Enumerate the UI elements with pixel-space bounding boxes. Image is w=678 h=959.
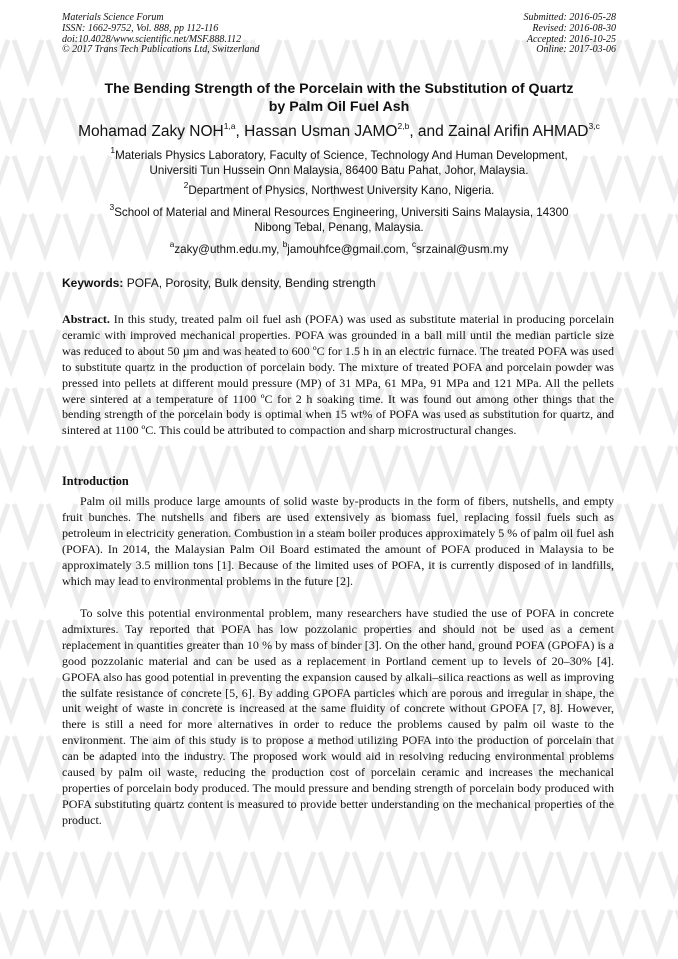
dates-header — [524, 13, 617, 56]
author-affiliation-sup: 1,a — [223, 120, 236, 131]
author-affiliation-sup: 2,b — [397, 120, 410, 131]
affiliation-text: Department of Physics, Northwest University Kano, Nigeria. — [188, 184, 495, 197]
author-separator: , and — [409, 123, 449, 140]
author-name: Mohamad Zaky NOH — [78, 123, 224, 140]
affiliation-1 — [50, 145, 628, 179]
abstract — [62, 312, 614, 439]
doi: doi:10.4028/www.scientific.net/MSF.888.112 — [62, 33, 242, 45]
submitted-date: Submitted: 2016-05-28 — [523, 12, 616, 23]
introduction-paragraph-2: To solve this potential environmental problem, many researchers have studied the use of POFA in concrete admixtures. Tay reported that POFA has low pozzolanic properties and should not be used as a cement replacement in quantities greater than 10 % by mass of binder [3]. On the other hand, ground POFA (GPOFA) is a good pozzolanic material and can be used as a replacement in Portland cement up to levels of 20–30% [4]. GPOFA also has good potential in preventing the expansion caused by alkali–silica reactions as well as improving the sulfate resistance of concrete [5, 6]. By adding GPOFA particles which are porous and irregular in shape, the unit weight of waste in concrete is increased at the same fluidity of concrete without GPOFA [7, 8]. However, there is still a need for more alternatives in order to reduce the problems caused by palm oil waste to the environment. The aim of this study is to propose a method utilizing POFA into the production of porcelain that can be adapted into the industry. The proposed work would aid in resolving reducing environmental problems caused by palm oil waste, reducing the production cost of porcelain ceramic and increases the mechanical properties of porcelain body produced. The mould pressure and bending strength of porcelain body produced with POFA substituting quartz content is measured to provide better understanding on the mechanical properties of the product. — [62, 606, 614, 827]
journal-info-header — [62, 13, 260, 56]
title-line-2: by Palm Oil Fuel Ash — [268, 99, 410, 115]
affiliation-3 — [50, 202, 628, 236]
affiliation-text: Universiti Tun Hussein Onn Malaysia, 86400 Batu Pahat, Johor, Malaysia. — [149, 163, 529, 177]
affiliation-number: 3 — [109, 202, 115, 213]
journal-name: Materials Science Forum — [62, 12, 164, 23]
email-sup: b — [282, 239, 288, 250]
abstract-text: In this study, treated palm oil fuel ash (POFA) was used as substitute material in producing porcelain ceramic with improved mechanical properties. POFA was grounded in a ball mill until the median particle size was reduced to about 50 µm and was heated to 600 ºC for 1.5 h in an electric furnace. The treated POFA was used to substitute quartz in the production of porcelain body. The mixture of treated POFA and porcelain powder was pressed into pellets at different mould pressure (MP) of 31 MPa, 61 MPa, 91 MPa and 121 MPa. All the pellets were sintered at a temperature of 1100 ºC for 2 h soaking time. It was found out among other things that the bending strength of the porcelain body is optimal when 15 wt% of POFA was used as substitution for quartz, and sintered at 1100 ºC. This could be attributed to compaction and sharp microstructural changes. — [62, 312, 614, 438]
author-affiliation-sup: 3,c — [588, 120, 600, 131]
issn-volume-pages: ISSN: 1662-9752, Vol. 888, pp 112-116 — [62, 22, 219, 34]
online-date: Online: 2017-03-06 — [536, 44, 616, 56]
affiliation-text: Nibong Tebal, Penang, Malaysia. — [254, 220, 424, 234]
revised-date: Revised: 2016-08-30 — [532, 22, 616, 34]
email-link[interactable]: srzainal@usm.my — [416, 243, 509, 256]
affiliation-text: School of Material and Mineral Resources Engineering, Universiti Sains Malaysia, 14300 — [114, 206, 569, 219]
email-link[interactable]: jamouhfce@gmail.com, — [287, 243, 412, 256]
author-name: Zainal Arifin AHMAD — [448, 123, 589, 140]
author-list — [20, 120, 658, 141]
author-name: Hassan Usman JAMO — [244, 123, 398, 140]
introduction-paragraph-1: Palm oil mills produce large amounts of solid waste by-products in the form of fibers, nutshells, and empty fruit bunches. The nutshells and fibers are used extensively as biomass fuel, replacing fossil fuels such as petroleum in electricity generation. Combustion in a steam boiler produces approximately 5 % of palm oil fuel ash (POFA). In 2014, the Malaysian Palm Oil Board estimated the amount of POFA produced in Malaysia to be approximately 3.5 million tons [1]. Because of the limited uses of POFA, it is currently disposed of in landfills, which may lead to environmental problems in the future [2]. — [62, 494, 614, 588]
email-link[interactable]: zaky@uthm.edu.my, — [174, 243, 283, 256]
affiliation-number: 2 — [183, 180, 189, 191]
affiliation-text: Materials Physics Laboratory, Faculty of Science, Technology And Human Development, — [115, 149, 568, 162]
affiliation-number: 1 — [110, 145, 116, 156]
author-emails — [50, 239, 628, 258]
accepted-date: Accepted: 2016-10-25 — [526, 33, 616, 45]
section-heading-introduction: Introduction — [62, 474, 129, 488]
keywords-text: POFA, Porosity, Bulk density, Bending strength — [123, 276, 376, 290]
title-line-1: The Bending Strength of the Porcelain with the Substitution of Quartz — [104, 81, 574, 97]
abstract-label: Abstract. — [62, 312, 110, 326]
copyright: © 2017 Trans Tech Publications Ltd, Switzerland — [62, 44, 260, 56]
keywords-label: Keywords: — [62, 276, 124, 290]
email-sup: c — [411, 239, 417, 250]
author-separator: , — [235, 123, 245, 140]
keywords — [62, 276, 376, 290]
email-sup: a — [169, 239, 175, 250]
paper-title — [40, 80, 638, 116]
affiliation-2 — [50, 180, 628, 199]
